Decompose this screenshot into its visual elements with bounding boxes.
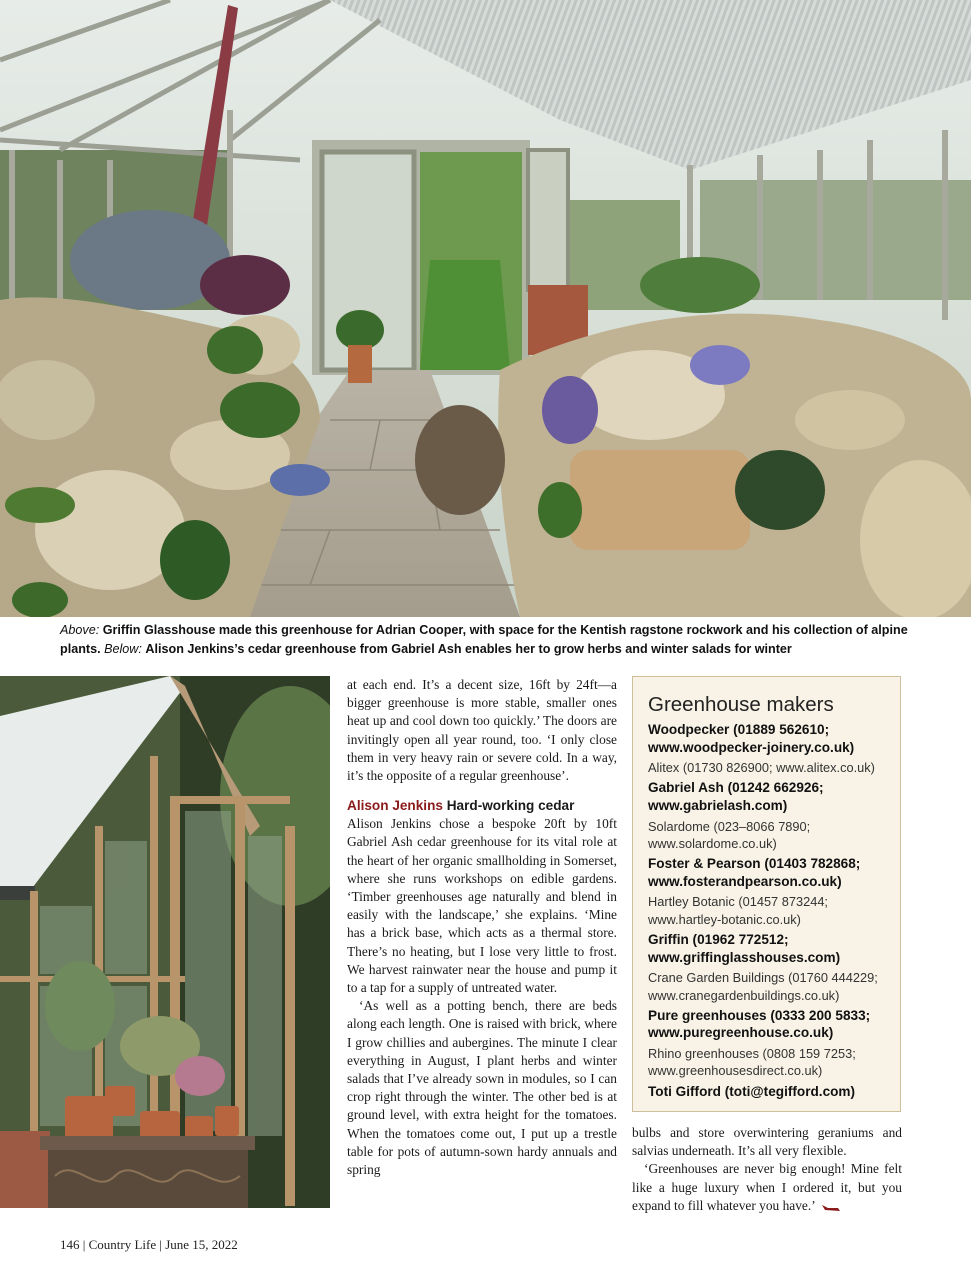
caption-below-text: Alison Jenkins’s cedar greenhouse from Gabriel Ash enables her to grow herbs and winter salads for winter (145, 642, 792, 656)
subhead-name: Alison Jenkins (347, 798, 443, 814)
article-column-1 (347, 676, 617, 1179)
maker-entry: Toti Gifford (toti@tegifford.com) (648, 1083, 856, 1099)
photo-caption (60, 621, 920, 659)
article-paragraph (632, 1160, 902, 1215)
article-column-2 (632, 1124, 902, 1215)
article-paragraph: bulbs and store overwintering geraniums and salvias underneath. It’s all very flexible. (632, 1125, 902, 1159)
maker-entry: Pure greenhouses (0333 200 5833; www.puregreenhouse.co.uk) (648, 1007, 871, 1041)
page-folio: 146 | Country Life | June 15, 2022 (60, 1237, 238, 1252)
makers-list (648, 721, 886, 1100)
maker-entry: Crane Garden Buildings (01760 444229; www.cranegardenbuildings.co.uk) (648, 970, 878, 1003)
subhead-text: Hard-working cedar (446, 798, 575, 814)
article-paragraph: ‘As well as a potting bench, there are beds along each length. One is raised with brick, where I grow chillies and aubergines. The minute I clear everything in August, I plant herbs and winter salads that I’ve already sown in modules, so I can crop right through the winter. The other bed is at ground level, with extra height for the tomatoes. When the tomatoes come out, I put up a trestle table for pots of autumn-sown hardy annuals and spring (347, 998, 617, 1178)
sidebar-title: Greenhouse makers (648, 693, 834, 716)
maker-entry: Hartley Botanic (01457 873244; www.hartley-botanic.co.uk) (648, 894, 828, 927)
caption-below-label: Below: (104, 642, 142, 656)
end-of-article-icon (822, 1203, 840, 1211)
section-subhead (347, 797, 617, 815)
closing-paragraph-text: ‘Greenhouses are never big enough! Mine felt like a huge luxury when I ordered it, but you expand to fill whatever you have.’ (632, 1161, 902, 1213)
maker-entry: Solardome (023–8066 7890; www.solardome.co.uk) (648, 818, 811, 851)
hero-photo (0, 0, 971, 617)
cedar-greenhouse-image (0, 676, 330, 1208)
maker-entry: Woodpecker (01889 562610; www.woodpecker-joinery.co.uk) (648, 722, 855, 755)
cedar-greenhouse-photo (0, 676, 330, 1208)
greenhouse-makers-box (632, 676, 901, 1112)
maker-entry: Foster & Pearson (01403 782868; www.fosterandpearson.co.uk) (648, 856, 861, 889)
caption-above-label: Above: (60, 623, 100, 637)
article-paragraph: at each end. It’s a decent size, 16ft by 24ft—a bigger greenhouse is more stable, smaller ones heat up and cool down too quickly.’ The doors are invitingly open all year round, too. ‘I only close them in very heavy rain or severe cold. In a way, it’s the opposite of a regular greenhouse’. (347, 677, 617, 784)
article-paragraph: Alison Jenkins chose a bespoke 20ft by 10ft Gabriel Ash cedar greenhouse for its vital role at the heart of her organic smallholding in Somerset, where she runs workshops on edible gardens. ‘Timber greenhouses age naturally and blend in easily with the landscape,’ she explains. ‘Mine has a brick base, which acts as a thermal store. There’s no heating, but I lose very little to frost. We harvest rainwater near the house and pump it to a tap for a supply of untreated water. (347, 816, 617, 996)
greenhouse-interior-image (0, 0, 971, 617)
maker-entry: Alitex (01730 826900; www.alitex.co.uk) (648, 760, 875, 776)
maker-entry: Rhino greenhouses (0808 159 7253; www.greenhousesdirect.co.uk) (648, 1046, 856, 1079)
maker-entry: Gabriel Ash (01242 662926; www.gabrielash.com) (648, 780, 824, 814)
maker-entry: Griffin (01962 772512; www.griffinglasshouses.com) (648, 932, 841, 965)
caption-above-text: Griffin Glasshouse made this greenhouse for Adrian Cooper, with space for the Kentish ragstone rockwork and his collection of alpine plants. (60, 623, 908, 656)
